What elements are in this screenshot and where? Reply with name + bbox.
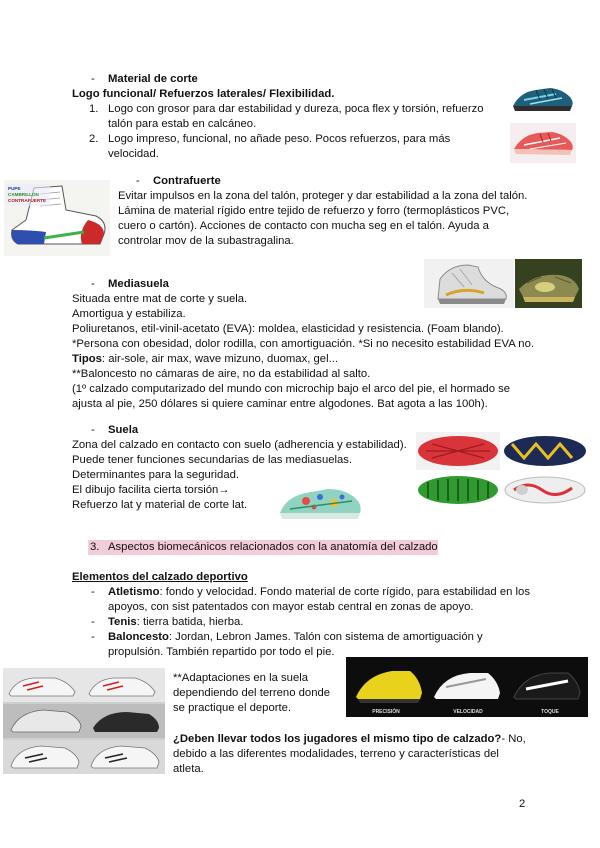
- page-number: 2: [519, 798, 526, 810]
- mediasuela-line-6: **Baloncesto no cámaras de aire, no da estabilidad al salto.: [72, 368, 371, 380]
- mediasuela-line-1: Situada entre mat de corte y suela.: [72, 293, 248, 305]
- baloncesto-label: Baloncesto: [108, 631, 169, 643]
- corte-item-2-line-1: Logo impreso, funcional, no añade peso. Pocos refuerzos, para más: [108, 133, 451, 145]
- mediasuela-tipos: [72, 352, 338, 367]
- corte-item-1-line-1: Logo con grosor para dar estabilidad y dureza, poca flex y torsión, refuerzo: [108, 103, 484, 115]
- diagram-label-contrafuerte: CONTRAFUERTE: [8, 198, 47, 203]
- suela-line-1: Zona del calzado en contacto con suelo (adherencia y estabilidad).: [72, 439, 407, 451]
- outsole-green-image: [416, 472, 500, 508]
- contrafuerte-line-4: controlar mov de la subastragalina.: [118, 235, 294, 247]
- corte-item-1-line-2: talón para estab en calcáneo.: [108, 118, 257, 130]
- running-shoe-blue-image: [510, 80, 576, 118]
- contrafuerte-line-2: Lámina de material rígido entre tejido de refuerzo y forro (termoplásticos PVC,: [118, 205, 510, 217]
- baloncesto-line-1: : Jordan, Lebron James. Talón con sistema de amortiguación y: [168, 631, 483, 643]
- mediasuela-line-8: ajusta al pie, 250 dólares si quiere caminar entre algodones. Bat agota a las 100h).: [72, 398, 488, 410]
- contrafuerte-bullet: -: [136, 175, 140, 187]
- question-line-1: [173, 732, 526, 747]
- diagram-label-cambrillon: CAMBRILLON: [8, 192, 39, 197]
- outsole-white-image: [502, 472, 588, 508]
- contrafuerte-line-3: cuero o cartón). Acciones de contacto con mucha seg en el talón. Ayuda a: [118, 220, 489, 232]
- mediasuela-tipos-label: Tipos: [72, 353, 102, 365]
- running-shoe-red-image: [510, 123, 576, 163]
- outsole-red-image: [416, 432, 500, 470]
- atletismo-line-2: apoyos, con sist patentados con mayor estab central en zonas de apoyo.: [108, 601, 474, 613]
- corte-item-2-num: 2.: [89, 133, 99, 145]
- corte-heading: Material de corte: [108, 73, 198, 85]
- suela-line-4: El dibujo facilita cierta torsión→: [72, 484, 230, 496]
- corte-item-2-line-2: velocidad.: [108, 148, 159, 160]
- corte-bullet: -: [91, 73, 95, 85]
- suela-line-3: Determinantes para la seguridad.: [72, 469, 240, 481]
- atletismo-line-1: : fondo y velocidad. Fondo material de corte rígido, para estabilidad en los: [159, 586, 530, 598]
- contrafuerte-heading: Contrafuerte: [153, 175, 221, 187]
- tenis-line-1: : tierra batida, hierba.: [136, 616, 244, 628]
- boot-label-precision: PRECISIÓN: [372, 709, 400, 715]
- tenis-label: Tenis: [108, 616, 137, 628]
- boot-label-velocidad: VELOCIDAD: [453, 709, 483, 715]
- section3-title: Aspectos biomecánicos relacionados con la anatomía del calzado: [108, 541, 438, 553]
- deportivo-item-baloncesto: - Baloncesto: Jordan, Lebron James. Talón con sistema de amortiguación y propulsión. También repartido por todo el pie.: [91, 630, 531, 660]
- corte-subheading: Logo funcional/ Refuerzos laterales/ Flexibilidad.: [72, 88, 335, 100]
- question-bold: ¿Deben llevar todos los jugadores el mismo tipo de calzado?: [173, 733, 502, 745]
- corte-item-1-num: 1.: [89, 103, 99, 115]
- adaptaciones-line-3: se practique el deporte.: [173, 702, 292, 714]
- adaptaciones-line-2: dependiendo del terreno donde: [173, 687, 331, 699]
- deportivo-item-tenis: - Tenis: tierra batida, hierba.: [91, 616, 244, 628]
- mediasuela-heading: Mediasuela: [108, 278, 169, 290]
- basketball-shoe-image: [424, 259, 514, 308]
- diagram-label-pupe: PUPE: [8, 186, 21, 191]
- deportivo-heading: Elementos del calzado deportivo: [72, 571, 248, 583]
- question-rest: - No,: [501, 733, 526, 745]
- deportivo-item-atletismo: - Atletismo: fondo y velocidad. Fondo material de corte rígido, para estabilidad en los apoyos, con sist patentados con mayor estab central en zonas de apoyo.: [91, 585, 531, 615]
- section3-num: 3.: [90, 541, 100, 553]
- boot-label-toque: TOQUE: [541, 709, 559, 715]
- colorful-shoe-image: [276, 475, 364, 527]
- suela-bullet: -: [91, 424, 95, 436]
- adaptaciones-line-1: **Adaptaciones en la suela: [173, 672, 309, 684]
- mediasuela-line-2: Amortigua y estabiliza.: [72, 308, 186, 320]
- question-line-2: debido a las diferentes modalidades, terreno y características del: [173, 748, 499, 760]
- atletismo-label: Atletismo: [108, 586, 160, 598]
- contrafuerte-diagram: [4, 180, 110, 256]
- baloncesto-line-2: propulsión. También repartido por todo el pie.: [108, 646, 335, 658]
- mediasuela-line-3: Poliuretanos, etil-vinil-acetato (EVA): moldea, elasticidad y resistencia. (Foam blando).: [72, 323, 504, 335]
- mediasuela-bullet: -: [91, 278, 95, 290]
- contrafuerte-line-1: Evitar impulsos en la zona del talón, proteger y dar estabilidad a la zona del talón.: [118, 190, 528, 202]
- cleats-collage-image: [3, 668, 165, 774]
- mediasuela-line-7: (1º calzado computarizado del mundo con microchip bajo el arco del pie, el hormado se: [72, 383, 511, 395]
- suela-line-2: Puede tener funciones secundarias de las mediasuelas.: [72, 454, 353, 466]
- suela-heading: Suela: [108, 424, 139, 436]
- midsole-cutaway-image: [515, 259, 582, 308]
- mediasuela-tipos-text: : air-sole, air max, wave mizuno, duomax, gel...: [101, 353, 338, 365]
- suela-line-5: Refuerzo lat y material de corte lat.: [72, 499, 248, 511]
- football-boots-image: [346, 657, 588, 717]
- outsole-navy-image: [502, 432, 588, 470]
- question-line-3: atleta.: [173, 763, 204, 775]
- mediasuela-line-4: *Persona con obesidad, dolor rodilla, con amortiguación. *Si no necesito estabilidad EVA no.: [72, 338, 534, 350]
